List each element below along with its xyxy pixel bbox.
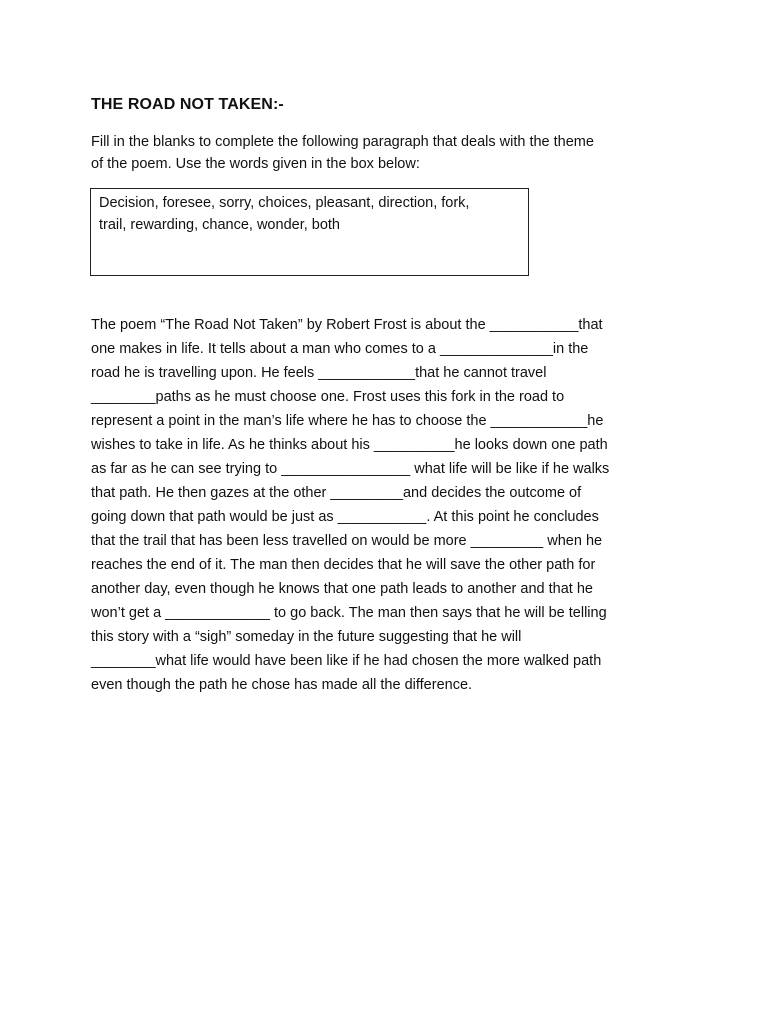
paragraph-line: wishes to take in life. As he thinks about his __________he looks down one path: [91, 437, 608, 453]
page-title: THE ROAD NOT TAKEN:-: [91, 96, 284, 113]
paragraph-line: represent a point in the man’s life where he has to choose the ____________he: [91, 413, 604, 429]
word-bank-box: [90, 188, 529, 276]
paragraph-line: ________paths as he must choose one. Frost uses this fork in the road to: [91, 389, 565, 405]
paragraph-line: going down that path would be just as ___________. At this point he concludes: [91, 509, 599, 525]
paragraph-line: reaches the end of it. The man then decides that he will save the other path for: [91, 557, 596, 573]
fill-in-paragraph: [91, 313, 711, 697]
word-bank-line: trail, rewarding, chance, wonder, both: [99, 217, 340, 233]
paragraph-line: The poem “The Road Not Taken” by Robert Frost is about the ___________that: [91, 317, 603, 333]
paragraph-line: that the trail that has been less travelled on would be more _________ when he: [91, 533, 603, 549]
instructions-line: of the poem. Use the words given in the box below:: [91, 156, 420, 172]
paragraph-line: as far as he can see trying to ________________ what life will be like if he walks: [91, 461, 610, 477]
paragraph-line: ________what life would have been like if he had chosen the more walked path: [91, 653, 602, 669]
paragraph-line: this story with a “sigh” someday in the future suggesting that he will: [91, 629, 522, 645]
instructions-line: Fill in the blanks to complete the following paragraph that deals with the theme: [91, 134, 594, 150]
paragraph-line: won’t get a _____________ to go back. The man then says that he will be telling: [91, 605, 607, 621]
paragraph-line: one makes in life. It tells about a man who comes to a ______________in the: [91, 341, 589, 357]
paragraph-line: that path. He then gazes at the other _________and decides the outcome of: [91, 485, 582, 501]
paragraph-line: road he is travelling upon. He feels ____________that he cannot travel: [91, 365, 547, 381]
paragraph-line: even though the path he chose has made all the difference.: [91, 677, 473, 693]
instructions: [91, 131, 691, 175]
word-bank-line: Decision, foresee, sorry, choices, pleasant, direction, fork,: [99, 195, 470, 211]
paragraph-line: another day, even though he knows that one path leads to another and that he: [91, 581, 593, 597]
